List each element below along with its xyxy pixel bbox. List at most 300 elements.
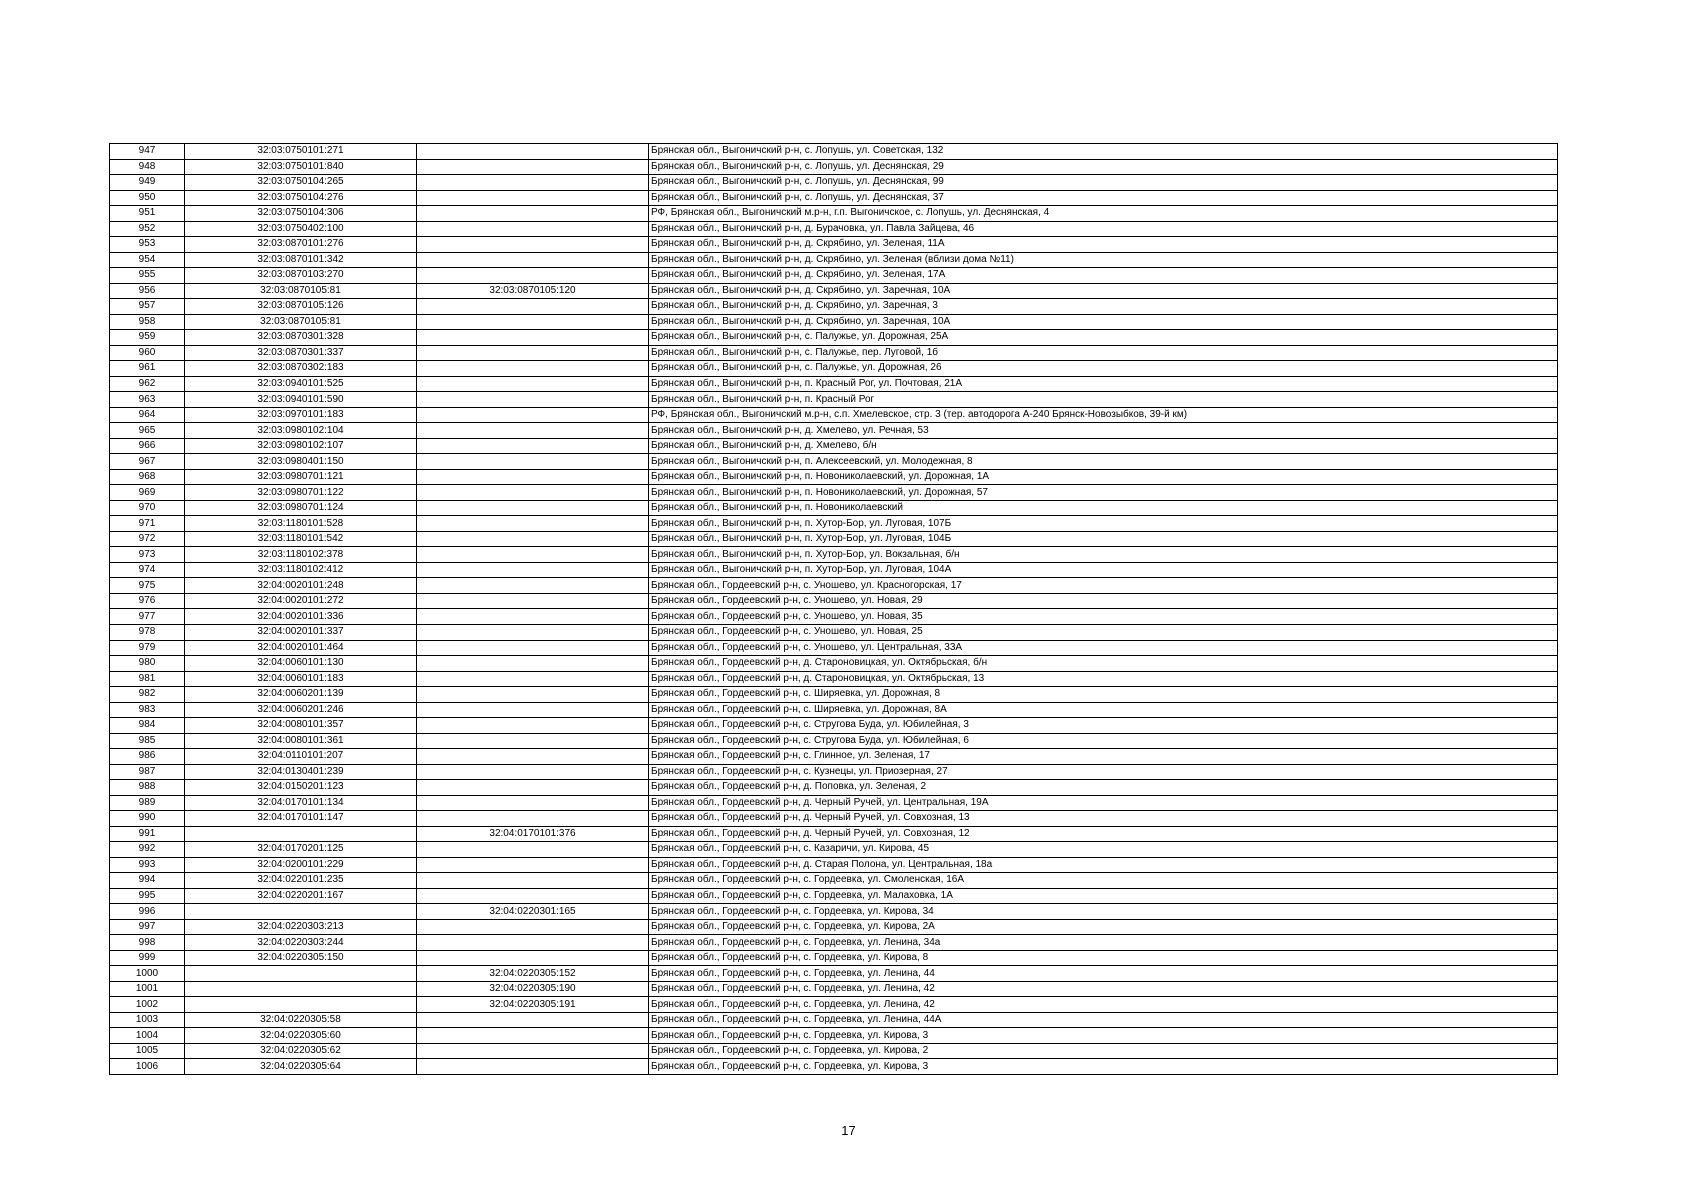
secondary-cadastral-number-cell: [417, 624, 649, 640]
address-cell: Брянская обл., Выгоничский р-н, с. Лопушь, ул. Деснянская, 37: [649, 190, 1558, 206]
table-row: [110, 485, 1558, 501]
cadastral-number-cell: 32:03:0870103:270: [185, 268, 417, 284]
cadastral-number-cell: 32:04:0220303:244: [185, 935, 417, 951]
table-row: [110, 656, 1558, 672]
secondary-cadastral-number-cell: 32:03:0870105:120: [417, 283, 649, 299]
secondary-cadastral-number-cell: [417, 268, 649, 284]
secondary-cadastral-number-cell: [417, 702, 649, 718]
secondary-cadastral-number-cell: [417, 733, 649, 749]
address-cell: Брянская обл., Гордеевский р-н, с. Уношево, ул. Новая, 25: [649, 624, 1558, 640]
secondary-cadastral-number-cell: [417, 1028, 649, 1044]
cadastral-number-cell: 32:03:1180101:528: [185, 516, 417, 532]
address-cell: Брянская обл., Выгоничский р-н, п. Новониколаевский, ул. Дорожная, 1А: [649, 469, 1558, 485]
row-number-cell: 954: [110, 252, 185, 268]
secondary-cadastral-number-cell: [417, 935, 649, 951]
row-number-cell: 987: [110, 764, 185, 780]
address-cell: Брянская обл., Выгоничский р-н, п. Красный Рог: [649, 392, 1558, 408]
cadastral-number-cell: 32:03:0980102:107: [185, 438, 417, 454]
row-number-cell: 962: [110, 376, 185, 392]
address-cell: Брянская обл., Гордеевский р-н, с. Гордеевка, ул. Ленина, 42: [649, 997, 1558, 1013]
address-cell: Брянская обл., Гордеевский р-н, с. Ширяевка, ул. Дорожная, 8А: [649, 702, 1558, 718]
table-row: [110, 733, 1558, 749]
cadastral-number-cell: 32:04:0130401:239: [185, 764, 417, 780]
cadastral-number-cell: 32:04:0060201:139: [185, 687, 417, 703]
address-cell: Брянская обл., Гордеевский р-н, д. Старая Полона, ул. Центральная, 18а: [649, 857, 1558, 873]
cadastral-number-cell: 32:03:1180101:542: [185, 531, 417, 547]
address-cell: Брянская обл., Выгоничский р-н, с. Лопушь, ул. Советская, 132: [649, 144, 1558, 160]
secondary-cadastral-number-cell: [417, 1059, 649, 1075]
table-row: [110, 1059, 1558, 1075]
table-row: [110, 624, 1558, 640]
address-cell: Брянская обл., Выгоничский р-н, д. Скрябино, ул. Заречная, 3: [649, 299, 1558, 315]
secondary-cadastral-number-cell: [417, 221, 649, 237]
row-number-cell: 947: [110, 144, 185, 160]
address-cell: РФ, Брянская обл., Выгоничский м.р-н, г.п. Выгоничское, с. Лопушь, ул. Деснянская, 4: [649, 206, 1558, 222]
cadastral-number-cell: 32:04:0060101:183: [185, 671, 417, 687]
cadastral-number-cell: 32:03:0750104:276: [185, 190, 417, 206]
secondary-cadastral-number-cell: 32:04:0220305:191: [417, 997, 649, 1013]
table-row: [110, 671, 1558, 687]
cadastral-number-cell: [185, 904, 417, 920]
row-number-cell: 1006: [110, 1059, 185, 1075]
table-row: [110, 314, 1558, 330]
row-number-cell: 958: [110, 314, 185, 330]
secondary-cadastral-number-cell: [417, 144, 649, 160]
address-cell: Брянская обл., Выгоничский р-н, п. Алексеевский, ул. Молодежная, 8: [649, 454, 1558, 470]
row-number-cell: 970: [110, 500, 185, 516]
address-cell: Брянская обл., Гордеевский р-н, с. Гордеевка, ул. Смоленская, 16А: [649, 873, 1558, 889]
cadastral-number-cell: 32:04:0200101:229: [185, 857, 417, 873]
table-row: [110, 407, 1558, 423]
row-number-cell: 989: [110, 795, 185, 811]
address-cell: Брянская обл., Гордеевский р-н, с. Гордеевка, ул. Кирова, 2: [649, 1043, 1558, 1059]
address-cell: Брянская обл., Выгоничский р-н, д. Скрябино, ул. Зеленая, 11А: [649, 237, 1558, 253]
secondary-cadastral-number-cell: [417, 578, 649, 594]
secondary-cadastral-number-cell: [417, 454, 649, 470]
cadastral-number-cell: 32:04:0170101:147: [185, 811, 417, 827]
address-cell: Брянская обл., Выгоничский р-н, с. Палужье, ул. Дорожная, 26: [649, 361, 1558, 377]
secondary-cadastral-number-cell: [417, 842, 649, 858]
secondary-cadastral-number-cell: [417, 640, 649, 656]
address-cell: Брянская обл., Выгоничский р-н, п. Новониколаевский, ул. Дорожная, 57: [649, 485, 1558, 501]
cadastral-number-cell: 32:03:1180102:378: [185, 547, 417, 563]
address-cell: Брянская обл., Гордеевский р-н, с. Гордеевка, ул. Кирова, 2А: [649, 919, 1558, 935]
address-cell: Брянская обл., Гордеевский р-н, с. Гордеевка, ул. Кирова, 34: [649, 904, 1558, 920]
row-number-cell: 999: [110, 950, 185, 966]
cadastral-number-cell: 32:04:0020101:336: [185, 609, 417, 625]
secondary-cadastral-number-cell: [417, 423, 649, 439]
row-number-cell: 992: [110, 842, 185, 858]
address-cell: Брянская обл., Гордеевский р-н, с. Стругова Буда, ул. Юбилейная, 6: [649, 733, 1558, 749]
cadastral-number-cell: [185, 997, 417, 1013]
row-number-cell: 968: [110, 469, 185, 485]
row-number-cell: 1004: [110, 1028, 185, 1044]
table-row: [110, 454, 1558, 470]
row-number-cell: 986: [110, 749, 185, 765]
row-number-cell: 983: [110, 702, 185, 718]
page-number: 17: [841, 1123, 856, 1138]
secondary-cadastral-number-cell: [417, 1012, 649, 1028]
table-row: [110, 950, 1558, 966]
secondary-cadastral-number-cell: 32:04:0220305:152: [417, 966, 649, 982]
table-row: [110, 299, 1558, 315]
secondary-cadastral-number-cell: [417, 345, 649, 361]
secondary-cadastral-number-cell: 32:04:0220301:165: [417, 904, 649, 920]
secondary-cadastral-number-cell: [417, 718, 649, 734]
table-row: [110, 609, 1558, 625]
address-cell: Брянская обл., Выгоничский р-н, д. Хмелево, ул. Речная, 53: [649, 423, 1558, 439]
row-number-cell: 990: [110, 811, 185, 827]
secondary-cadastral-number-cell: [417, 330, 649, 346]
row-number-cell: 951: [110, 206, 185, 222]
row-number-cell: 975: [110, 578, 185, 594]
address-cell: Брянская обл., Выгоничский р-н, с. Палужье, пер. Луговой, 1б: [649, 345, 1558, 361]
row-number-cell: 966: [110, 438, 185, 454]
address-cell: Брянская обл., Выгоничский р-н, с. Палужье, ул. Дорожная, 25А: [649, 330, 1558, 346]
cadastral-number-cell: 32:03:0750104:265: [185, 175, 417, 191]
cadastral-number-cell: 32:04:0220305:60: [185, 1028, 417, 1044]
row-number-cell: 981: [110, 671, 185, 687]
secondary-cadastral-number-cell: [417, 392, 649, 408]
table-row: [110, 842, 1558, 858]
row-number-cell: 952: [110, 221, 185, 237]
cadastral-number-cell: 32:04:0060101:130: [185, 656, 417, 672]
secondary-cadastral-number-cell: 32:04:0170101:376: [417, 826, 649, 842]
cadastral-number-cell: 32:03:0870301:337: [185, 345, 417, 361]
secondary-cadastral-number-cell: [417, 656, 649, 672]
cadastral-number-cell: 32:03:0870302:183: [185, 361, 417, 377]
cadastral-number-cell: 32:03:0870105:126: [185, 299, 417, 315]
secondary-cadastral-number-cell: [417, 609, 649, 625]
table-row: [110, 997, 1558, 1013]
table-row: [110, 500, 1558, 516]
cadastral-number-cell: 32:03:0980701:122: [185, 485, 417, 501]
address-cell: Брянская обл., Гордеевский р-н, с. Гордеевка, ул. Ленина, 42: [649, 981, 1558, 997]
address-cell: Брянская обл., Выгоничский р-н, д. Скрябино, ул. Зеленая, 17А: [649, 268, 1558, 284]
address-cell: Брянская обл., Гордеевский р-н, с. Уношево, ул. Новая, 29: [649, 593, 1558, 609]
row-number-cell: 974: [110, 562, 185, 578]
address-cell: Брянская обл., Гордеевский р-н, с. Гордеевка, ул. Кирова, 3: [649, 1028, 1558, 1044]
table-row: [110, 361, 1558, 377]
secondary-cadastral-number-cell: [417, 780, 649, 796]
address-cell: Брянская обл., Гордеевский р-н, с. Уношево, ул. Центральная, 33А: [649, 640, 1558, 656]
address-cell: Брянская обл., Гордеевский р-н, с. Стругова Буда, ул. Юбилейная, 3: [649, 718, 1558, 734]
secondary-cadastral-number-cell: [417, 811, 649, 827]
table-row: [110, 687, 1558, 703]
table-row: [110, 144, 1558, 160]
row-number-cell: 1005: [110, 1043, 185, 1059]
secondary-cadastral-number-cell: [417, 749, 649, 765]
row-number-cell: 993: [110, 857, 185, 873]
cadastral-number-cell: 32:04:0220303:213: [185, 919, 417, 935]
row-number-cell: 976: [110, 593, 185, 609]
cadastral-number-cell: 32:03:0980401:150: [185, 454, 417, 470]
table-row: [110, 718, 1558, 734]
secondary-cadastral-number-cell: [417, 252, 649, 268]
row-number-cell: 948: [110, 159, 185, 175]
address-cell: Брянская обл., Выгоничский р-н, п. Хутор-Бор, ул. Луговая, 107Б: [649, 516, 1558, 532]
table-row: [110, 562, 1558, 578]
table-row: [110, 578, 1558, 594]
address-cell: Брянская обл., Выгоничский р-н, п. Хутор-Бор, ул. Вокзальная, б/н: [649, 547, 1558, 563]
secondary-cadastral-number-cell: [417, 857, 649, 873]
secondary-cadastral-number-cell: [417, 531, 649, 547]
row-number-cell: 995: [110, 888, 185, 904]
cadastral-number-cell: 32:04:0220201:167: [185, 888, 417, 904]
row-number-cell: 959: [110, 330, 185, 346]
table-row: [110, 206, 1558, 222]
table-row: [110, 1012, 1558, 1028]
address-cell: Брянская обл., Выгоничский р-н, д. Скрябино, ул. Заречная, 10А: [649, 314, 1558, 330]
cadastral-number-cell: 32:04:0220305:150: [185, 950, 417, 966]
row-number-cell: 956: [110, 283, 185, 299]
cadastral-number-cell: 32:03:0750101:271: [185, 144, 417, 160]
cadastral-number-cell: 32:04:0020101:272: [185, 593, 417, 609]
address-cell: Брянская обл., Выгоничский р-н, д. Хмелево, б/н: [649, 438, 1558, 454]
cadastral-number-cell: 32:04:0080101:361: [185, 733, 417, 749]
table-row: [110, 826, 1558, 842]
table-row: [110, 283, 1558, 299]
table-row: [110, 935, 1558, 951]
table-row: [110, 268, 1558, 284]
secondary-cadastral-number-cell: 32:04:0220305:190: [417, 981, 649, 997]
table-row: [110, 888, 1558, 904]
row-number-cell: 967: [110, 454, 185, 470]
secondary-cadastral-number-cell: [417, 873, 649, 889]
secondary-cadastral-number-cell: [417, 795, 649, 811]
row-number-cell: 971: [110, 516, 185, 532]
cadastral-number-cell: 32:03:0940101:590: [185, 392, 417, 408]
secondary-cadastral-number-cell: [417, 159, 649, 175]
table-row: [110, 547, 1558, 563]
table-row: [110, 175, 1558, 191]
address-cell: Брянская обл., Выгоничский р-н, д. Скрябино, ул. Зеленая (вблизи дома №11): [649, 252, 1558, 268]
row-number-cell: 997: [110, 919, 185, 935]
table-row: [110, 221, 1558, 237]
table-row: [110, 376, 1558, 392]
address-cell: Брянская обл., Гордеевский р-н, с. Уношево, ул. Новая, 35: [649, 609, 1558, 625]
row-number-cell: 1003: [110, 1012, 185, 1028]
row-number-cell: 1002: [110, 997, 185, 1013]
secondary-cadastral-number-cell: [417, 175, 649, 191]
row-number-cell: 963: [110, 392, 185, 408]
address-cell: Брянская обл., Гордеевский р-н, с. Глинное, ул. Зеленая, 17: [649, 749, 1558, 765]
table-row: [110, 237, 1558, 253]
secondary-cadastral-number-cell: [417, 314, 649, 330]
cadastral-number-cell: 32:04:0220101:235: [185, 873, 417, 889]
secondary-cadastral-number-cell: [417, 500, 649, 516]
cadastral-number-cell: 32:04:0150201:123: [185, 780, 417, 796]
secondary-cadastral-number-cell: [417, 687, 649, 703]
table-row: [110, 1043, 1558, 1059]
table-row: [110, 252, 1558, 268]
address-cell: Брянская обл., Выгоничский р-н, п. Красный Рог, ул. Почтовая, 21А: [649, 376, 1558, 392]
row-number-cell: 984: [110, 718, 185, 734]
table-row: [110, 764, 1558, 780]
address-cell: Брянская обл., Гордеевский р-н, д. Черный Ручей, ул. Совхозная, 12: [649, 826, 1558, 842]
row-number-cell: 994: [110, 873, 185, 889]
cadastral-number-cell: 32:04:0220305:58: [185, 1012, 417, 1028]
table-row: [110, 857, 1558, 873]
table-row: [110, 531, 1558, 547]
cadastral-number-cell: 32:04:0170101:134: [185, 795, 417, 811]
table-row: [110, 438, 1558, 454]
row-number-cell: 969: [110, 485, 185, 501]
address-cell: Брянская обл., Выгоничский р-н, п. Хутор-Бор, ул. Луговая, 104Б: [649, 531, 1558, 547]
address-cell: Брянская обл., Гордеевский р-н, с. Гордеевка, ул. Кирова, 3: [649, 1059, 1558, 1075]
row-number-cell: 964: [110, 407, 185, 423]
cadastral-number-cell: 32:03:0750104:306: [185, 206, 417, 222]
table-row: [110, 516, 1558, 532]
address-cell: Брянская обл., Выгоничский р-н, с. Лопушь, ул. Деснянская, 29: [649, 159, 1558, 175]
secondary-cadastral-number-cell: [417, 1043, 649, 1059]
table-row: [110, 811, 1558, 827]
cadastral-number-cell: 32:03:0870101:342: [185, 252, 417, 268]
row-number-cell: 957: [110, 299, 185, 315]
table-row: [110, 919, 1558, 935]
table-row: [110, 904, 1558, 920]
secondary-cadastral-number-cell: [417, 407, 649, 423]
row-number-cell: 985: [110, 733, 185, 749]
cadastral-number-cell: 32:03:0970101:183: [185, 407, 417, 423]
cadastral-number-cell: 32:04:0020101:337: [185, 624, 417, 640]
address-cell: Брянская обл., Гордеевский р-н, д. Черный Ручей, ул. Совхозная, 13: [649, 811, 1558, 827]
secondary-cadastral-number-cell: [417, 516, 649, 532]
address-cell: Брянская обл., Гордеевский р-н, с. Гордеевка, ул. Ленина, 44: [649, 966, 1558, 982]
row-number-cell: 949: [110, 175, 185, 191]
cadastral-number-cell: 32:03:0870301:328: [185, 330, 417, 346]
cadastral-number-cell: 32:04:0020101:464: [185, 640, 417, 656]
row-number-cell: 973: [110, 547, 185, 563]
row-number-cell: 972: [110, 531, 185, 547]
address-cell: Брянская обл., Гордеевский р-н, с. Гордеевка, ул. Ленина, 44А: [649, 1012, 1558, 1028]
address-cell: Брянская обл., Гордеевский р-н, с. Гордеевка, ул. Ленина, 34а: [649, 935, 1558, 951]
cadastral-number-cell: 32:04:0220305:64: [185, 1059, 417, 1075]
address-cell: Брянская обл., Гордеевский р-н, с. Гордеевка, ул. Кирова, 8: [649, 950, 1558, 966]
cadastral-number-cell: 32:03:0940101:525: [185, 376, 417, 392]
address-cell: Брянская обл., Выгоничский р-н, д. Бурачовка, ул. Павла Зайцева, 46: [649, 221, 1558, 237]
address-cell: Брянская обл., Выгоничский р-н, п. Хутор-Бор, ул. Луговая, 104А: [649, 562, 1558, 578]
secondary-cadastral-number-cell: [417, 206, 649, 222]
cadastral-number-cell: 32:03:0980701:124: [185, 500, 417, 516]
row-number-cell: 977: [110, 609, 185, 625]
table-row: [110, 702, 1558, 718]
address-cell: Брянская обл., Выгоничский р-н, с. Лопушь, ул. Деснянская, 99: [649, 175, 1558, 191]
cadastral-number-cell: 32:03:0980102:104: [185, 423, 417, 439]
row-number-cell: 955: [110, 268, 185, 284]
row-number-cell: 978: [110, 624, 185, 640]
row-number-cell: 991: [110, 826, 185, 842]
address-cell: Брянская обл., Выгоничский р-н, д. Скрябино, ул. Заречная, 10А: [649, 283, 1558, 299]
secondary-cadastral-number-cell: [417, 438, 649, 454]
row-number-cell: 982: [110, 687, 185, 703]
cadastral-number-cell: 32:03:0870101:276: [185, 237, 417, 253]
row-number-cell: 980: [110, 656, 185, 672]
address-cell: Брянская обл., Гордеевский р-н, с. Уношево, ул. Красногорская, 17: [649, 578, 1558, 594]
address-cell: РФ, Брянская обл., Выгоничский м.р-н, с.п. Хмелевское, стр. 3 (тер. автодорога А-240 Брянск-Новозыбков, 39-й км): [649, 407, 1558, 423]
table-row: [110, 593, 1558, 609]
table-row: [110, 749, 1558, 765]
secondary-cadastral-number-cell: [417, 547, 649, 563]
cadastral-number-cell: 32:03:0870105:81: [185, 314, 417, 330]
table-row: [110, 640, 1558, 656]
row-number-cell: 988: [110, 780, 185, 796]
secondary-cadastral-number-cell: [417, 361, 649, 377]
secondary-cadastral-number-cell: [417, 485, 649, 501]
table-row: [110, 966, 1558, 982]
secondary-cadastral-number-cell: [417, 190, 649, 206]
cadastral-number-cell: 32:03:1180102:412: [185, 562, 417, 578]
secondary-cadastral-number-cell: [417, 888, 649, 904]
cadastral-number-cell: 32:04:0170201:125: [185, 842, 417, 858]
row-number-cell: 998: [110, 935, 185, 951]
table-row: [110, 981, 1558, 997]
row-number-cell: 960: [110, 345, 185, 361]
row-number-cell: 950: [110, 190, 185, 206]
table-row: [110, 795, 1558, 811]
address-cell: Брянская обл., Гордеевский р-н, с. Гордеевка, ул. Малаховка, 1А: [649, 888, 1558, 904]
table-row: [110, 780, 1558, 796]
cadastral-number-cell: 32:04:0020101:248: [185, 578, 417, 594]
address-cell: Брянская обл., Гордеевский р-н, с. Кузнецы, ул. Приозерная, 27: [649, 764, 1558, 780]
registry-table: [109, 143, 1558, 1075]
table-row: [110, 873, 1558, 889]
cadastral-number-cell: 32:04:0220305:62: [185, 1043, 417, 1059]
secondary-cadastral-number-cell: [417, 376, 649, 392]
registry-table-body: [110, 144, 1558, 1075]
secondary-cadastral-number-cell: [417, 237, 649, 253]
secondary-cadastral-number-cell: [417, 764, 649, 780]
row-number-cell: 1000: [110, 966, 185, 982]
cadastral-number-cell: 32:03:0870105:81: [185, 283, 417, 299]
secondary-cadastral-number-cell: [417, 919, 649, 935]
table-row: [110, 1028, 1558, 1044]
cadastral-number-cell: 32:03:0750101:840: [185, 159, 417, 175]
cadastral-number-cell: 32:03:0750402:100: [185, 221, 417, 237]
secondary-cadastral-number-cell: [417, 593, 649, 609]
table-row: [110, 190, 1558, 206]
secondary-cadastral-number-cell: [417, 671, 649, 687]
table-row: [110, 469, 1558, 485]
row-number-cell: 961: [110, 361, 185, 377]
cadastral-number-cell: 32:04:0060201:246: [185, 702, 417, 718]
table-row: [110, 423, 1558, 439]
cadastral-number-cell: 32:04:0110101:207: [185, 749, 417, 765]
row-number-cell: 1001: [110, 981, 185, 997]
address-cell: Брянская обл., Гордеевский р-н, д. Староновицкая, ул. Октябрьская, 13: [649, 671, 1558, 687]
cadastral-number-cell: 32:04:0080101:357: [185, 718, 417, 734]
address-cell: Брянская обл., Выгоничский р-н, п. Новониколаевский: [649, 500, 1558, 516]
address-cell: Брянская обл., Гордеевский р-н, д. Черный Ручей, ул. Центральная, 19А: [649, 795, 1558, 811]
row-number-cell: 953: [110, 237, 185, 253]
address-cell: Брянская обл., Гордеевский р-н, д. Поповка, ул. Зеленая, 2: [649, 780, 1558, 796]
cadastral-number-cell: [185, 966, 417, 982]
secondary-cadastral-number-cell: [417, 469, 649, 485]
secondary-cadastral-number-cell: [417, 562, 649, 578]
secondary-cadastral-number-cell: [417, 950, 649, 966]
address-cell: Брянская обл., Гордеевский р-н, с. Казаричи, ул. Кирова, 45: [649, 842, 1558, 858]
cadastral-number-cell: [185, 981, 417, 997]
table-row: [110, 159, 1558, 175]
address-cell: Брянская обл., Гордеевский р-н, д. Староновицкая, ул. Октябрьская, б/н: [649, 656, 1558, 672]
row-number-cell: 996: [110, 904, 185, 920]
table-row: [110, 392, 1558, 408]
row-number-cell: 965: [110, 423, 185, 439]
table-row: [110, 345, 1558, 361]
row-number-cell: 979: [110, 640, 185, 656]
cadastral-number-cell: 32:03:0980701:121: [185, 469, 417, 485]
table-row: [110, 330, 1558, 346]
